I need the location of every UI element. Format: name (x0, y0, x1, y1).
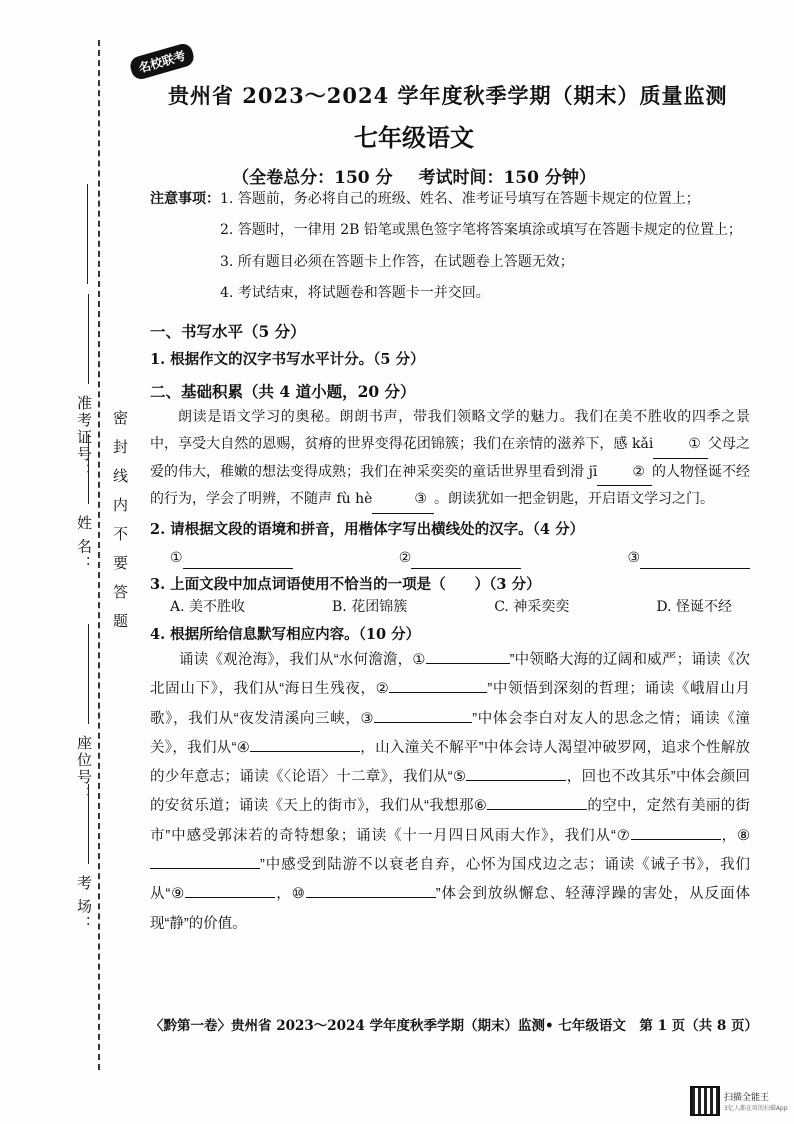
question-3-options (150, 596, 750, 618)
seal-notice: 密封线内不要答题 (111, 410, 129, 642)
seat-field (74, 620, 95, 803)
question-2-answer-blanks (170, 547, 750, 569)
answer-blank-3: ③ (627, 547, 750, 569)
section-2-heading: 二、基础积累（共 4 道小题，20 分） (150, 381, 416, 401)
blank-1: ① (653, 431, 708, 459)
option-d: D. 怪诞不经 (656, 599, 732, 616)
question-2: 2. 请根据文段的语境和拼音，用楷体字写出横线处的汉字。（4 分） (150, 520, 585, 538)
question-3: 3. 上面文段中加点词语使用不恰当的一项是（ ）（3 分） (150, 576, 541, 594)
room-blank (88, 784, 89, 864)
exam-number-blank (88, 294, 89, 384)
blank-3: ③ (372, 486, 434, 514)
total-score: （全卷总分：150 分 (232, 168, 393, 188)
option-a: A. 美不胜收 (170, 599, 246, 616)
exam-time: 考试时间：150 分钟） (418, 168, 596, 188)
seat-blank (88, 624, 89, 724)
binding-dashed-line (98, 40, 100, 1070)
room-field (74, 780, 95, 933)
reading-passage: 朗读是语文学习的奥秘。朗朗书声，带我们领略文学的魅力。我们在美不胜收的四季之景中，享受大自然的恩赐，贫瘠的世界变得花团锦簇；我们在亲情的滋养下，感 kǎi ① 父母之爱的伟大，稚嫩的想法变得成熟；我们在神采奕奕的童话世界里看到滑 jī ② 的人物怪诞不经的行为，学会了明辨，不随声 fù hè ③ 。朗读犹如一把金钥匙，开启语文学习之门。 (150, 404, 750, 513)
question-1: 1. 根据作文的汉字书写水平计分。（5 分） (150, 351, 425, 369)
exam-title: 贵州省 2023～2024 学年度秋季学期（期末）质量监测 (168, 83, 728, 108)
joint-exam-badge: 名校联考 (128, 42, 196, 82)
notice-item: 4. 考试结束，将试题卷和答题卡一并交回。 (220, 285, 490, 302)
scanner-name: 扫描全能王 (724, 1093, 770, 1103)
subject-title: 七年级语文 (354, 123, 474, 152)
notice-block (150, 188, 750, 314)
scanner-subtitle: 3亿人都在用的扫描App (724, 1105, 788, 1112)
qr-code-icon (690, 1086, 720, 1116)
scanner-watermark (724, 1090, 788, 1112)
page-footer: 〈黔第一卷〉贵州省 2023～2024 学年度秋季学期（期末）监测• 七年级语文 第 1 页（共 8 页） (150, 1018, 758, 1034)
answer-blank-1: ① (170, 547, 293, 569)
exam-info (0, 163, 794, 188)
room-label: 考 场： (75, 874, 93, 933)
notice-item: 1. 答题前，务必将自己的班级、姓名、准考证号填写在答题卡规定的位置上； (220, 191, 700, 207)
notice-item: 2. 答题时，一律用 2B 铅笔或黑色签字笔将答案填涂或填写在答题卡规定的位置上； (220, 222, 742, 239)
name-label: 姓 名： (75, 514, 93, 573)
seat-label: 座位号： (75, 734, 93, 803)
option-c: C. 神采奕奕 (494, 599, 570, 616)
notice-item: 3. 所有题目必须在答题卡上作答，在试题卷上答题无效； (220, 253, 574, 270)
exam-number-label: 准考证号： (75, 394, 93, 480)
notice-label: 注意事项： (150, 191, 220, 207)
blank-2: ② (597, 459, 652, 487)
section-1-heading: 一、书写水平（5 分） (150, 321, 306, 341)
answer-blank-2: ② (399, 547, 522, 569)
name-blank (88, 434, 89, 504)
question-4: 4. 根据所给信息默写相应内容。（10 分） (150, 625, 421, 643)
name-field (74, 430, 95, 573)
exam-content (150, 188, 750, 939)
option-b: B. 花团锦簇 (332, 599, 408, 616)
exam-number-line (74, 180, 92, 288)
notice-list (220, 188, 742, 314)
dictation-passage: 诵读《观沧海》，我们从“水何澹澹，① ”中领略大海的辽阔和威严；诵读《次北固山下》，我们从“海日生残夜，② ”中领悟到深刻的哲理；诵读《峨眉山月歌》，我们从“夜发清溪向三峡，③ ”中体会李白对友人的思念之情；诵读《潼关》，我们从“④ ，山入潼关不解平”中体会诗人渴望冲破罗网，追求个性解放的少年意志；诵读《〈论语〉十二章》，我们从“⑤ ，回也不改其乐”中体会颜回的安贫乐道；诵读《天上的街市》，我们从“我想那⑥ 的空中，定然有美丽的街市”中感受郭沫若的奇特想象；诵读《十一月四日风雨大作》，我们从“⑦ ，⑧”中感受到陆游不以衰老自弃，心怀为国戍边之志；诵读《诫子书》，我们从“⑨ ，⑩ ”体会到放纵懈怠、轻薄浮躁的害处，从反面体现“静”的价值。 (150, 646, 750, 939)
